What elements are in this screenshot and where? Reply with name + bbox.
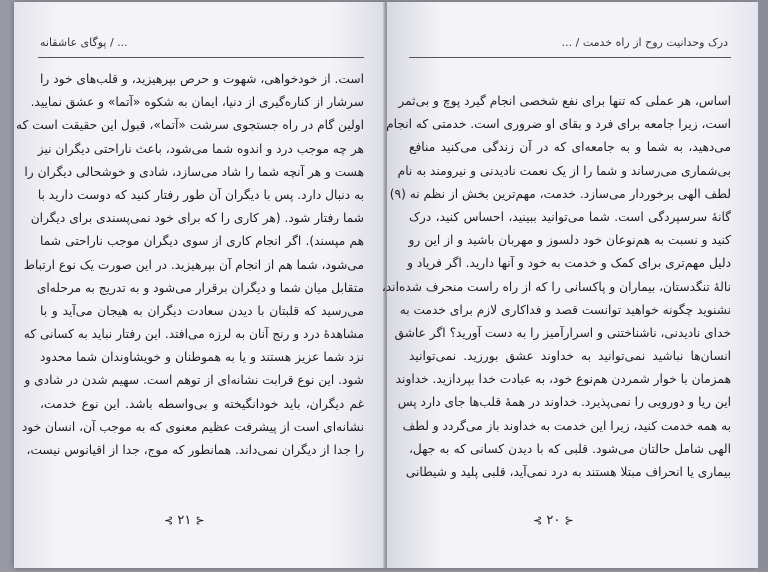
text-line: اساس، هر عملی که تنها برای نفع شخصی انجام گیرد پوچ و بی‌ثمر [398,94,731,108]
text-line: کنید و نسبت به هم‌نوعان خود دلسوز و مهربان باشید و از این رو [408,233,731,248]
scan-border [758,0,768,572]
header-rule-left [38,57,364,58]
text-line: متقابل میان شما و دیگران برقرار می‌شود و به تدریج به مرحله‌ای [36,280,364,295]
text-line: مشاهدهٔ درد و رنج آنان به لرزه می‌افتد. این رفتار نباید به کسانی که [23,327,364,342]
text-line: نالهٔ تنگدستان، بیماران و پاکسانی را که از راه راست منحرف شده‌اند، [381,279,731,294]
right-page [381,2,758,568]
text-line: دلیل مهم‌تری برای کمک و خدمت به خود و آنها دارید. اگر فریاد و [407,256,731,271]
page-number-left-value: ۲۱ [177,513,192,528]
text-line: شود. این نوع قرابت نشانه‌ای از توهم است. سهیم شدن در شادی و [24,373,364,388]
text-line: خدای نادیدنی، ناشناختنی و اسرارآمیز را به دست آورید؟ اگر عاشق [394,325,731,340]
text-line: است. از خودخواهی، شهوت و حرص بپرهیزید، و قلب‌های خود را [40,72,364,86]
text-line: می‌شود، شما هم از انجام آن بپرهیزید. در این صورت یک نوع ارتباط [23,257,364,272]
text-line: انسان‌ها نباشید نمی‌توانید به خداوند عشق بورزید. نمی‌توانید [409,349,731,364]
page-number-right [533,513,574,528]
text-line: همزمان با خوار شمردن هم‌نوع خود، به عبادت خدا بپردازید. خداوند [395,372,731,387]
page-number-right-value: ۲۰ [546,513,561,528]
folio-ornament-icon: ⊰ [564,514,574,527]
header-rule-right [409,57,731,58]
text-line: گانهٔ سرسپردگی است. شما می‌توانید ببینید، احساس کنید، درک [409,209,731,224]
text-line: به همه خدمت کنید، زیرا این خدمت به خداوند باز می‌گردد و لطف [402,418,731,433]
running-head-left: ... / پوگای عاشقانه [40,36,128,49]
text-line: را جدا از دیگران نمی‌داند. همانطور که موج، جدا از اقیانوس نیست، [26,443,364,457]
left-page-body [16,68,364,462]
open-book [14,2,758,568]
text-line: می‌دهید، به شما و به جامعه‌ای که در آن زندگی می‌کنید منافع [409,140,731,155]
text-line: هست و هر آنچه شما را شاد می‌سازد، شادی و خوشحالی دیگران را [24,164,364,179]
folio-ornament-icon: ⊱ [164,514,174,527]
text-line: شما رفتار شود. (هر کاری را که برای خود نمی‌پسندی برای دیگران [30,211,364,226]
text-line: لطف الهی برخوردار می‌سازد. خدمت، مهم‌ترین بخش از نظم نه (۹) [389,186,731,201]
text-line: هر چه موجب درد و اندوه شما می‌شود، باعث ناراحتی دیگران نیز [37,141,364,156]
text-line: این ریا و دورویی را نمی‌پذیرد. خداوند در همهٔ قلب‌ها جای دارد پس [397,395,731,410]
text-line: می‌رسید که قلبتان با دیدن سعادت دیگران به هیجان می‌آید و با [40,303,364,318]
right-page-body [381,90,731,484]
folio-ornament-icon: ⊰ [195,514,205,527]
text-line: است، زیرا جامعه برای فرد و بقای او ضروری است. خدمتی که انجام [386,117,731,132]
text-line: به دنبال دارد. پس با دیگران آن طور رفتار کنید که دوست دارید با [37,187,364,202]
running-head-right: درک وحدانیت روح از راه خدمت / ... [561,36,728,49]
text-line: غم دیگران، باید خودانگیخته و بی‌واسطه باشد. این نوع خدمت، [40,396,364,411]
text-line: بیماری یا انحراف مبتلا هستند به درد نمی‌آید، قلبی پلید و شیطانی [405,465,731,479]
text-line: هم مپسند). اگر انجام کاری از سوی دیگران موجب ناراحتی شما [40,234,364,249]
text-line: الهی شامل حالتان می‌شود. قلبی که با دیدن کسانی که به جهل، [409,441,731,456]
page-number-left [164,513,205,528]
text-line: اولین گام در راه جستجوی سرشت «آتما»، قبول این حقیقت است که [16,118,364,133]
text-line: بی‌شماری می‌رساند و شما را از یک نعمت نادیدنی و نیرومند به نام [397,163,731,178]
text-line: نشانه‌ای است از پیشرفت عظیم معنوی که به موجب آن، انسان خود [21,419,364,434]
text-line: سرشار از کناره‌گیری از دنیا، ایمان به شکوه «آتما» و عشق نمایید. [30,95,364,110]
text-line: نزد شما عزیز هستند و یا به هموطنان و خویشاوندان شما محدود [40,350,364,365]
text-line: نشنوید چگونه خواهید توانست قصد و فداکاری لازم برای خدمت به [399,302,731,317]
left-page [14,2,385,568]
folio-ornament-icon: ⊱ [533,514,543,527]
